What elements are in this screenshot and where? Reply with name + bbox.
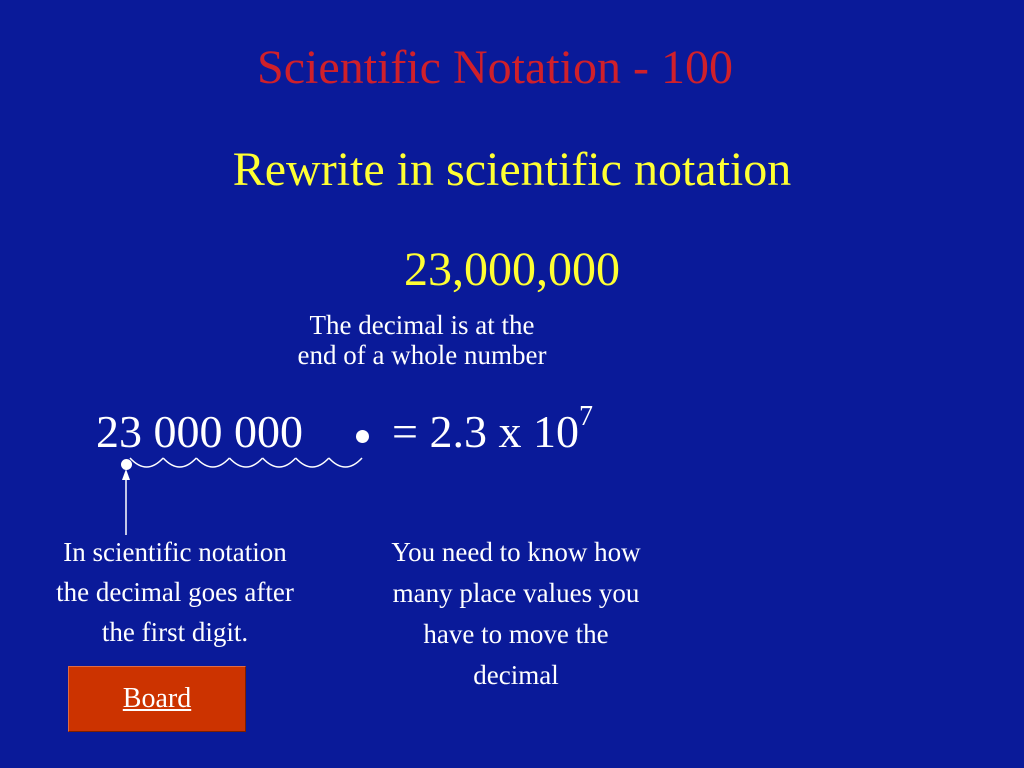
decimal-position-note-line-1: The decimal is at the: [309, 310, 535, 340]
place-values-note-line-4: decimal: [473, 660, 559, 690]
decimal-position-note-line-2: end of a whole number: [297, 340, 547, 370]
decimal-placement-note-line-1: In scientific notation: [63, 537, 287, 567]
new-decimal-point: [121, 459, 132, 470]
equation-base: = 2.3 x 10: [392, 406, 579, 457]
place-value-hop: [329, 458, 362, 467]
arrow-head: [122, 469, 130, 480]
question-prompt: Rewrite in scientific notation: [232, 143, 792, 196]
original-digits: 23 000 000: [96, 406, 303, 457]
place-values-note-line-3: have to move the: [423, 619, 609, 649]
question-number: 23,000,000: [404, 243, 620, 296]
place-values-note: [352, 532, 680, 696]
scientific-notation-result: [392, 401, 593, 460]
original-decimal-point: [356, 430, 369, 443]
decimal-placement-note-line-2: the decimal goes after: [56, 577, 294, 607]
decimal-placement-note: [18, 532, 332, 652]
board-button[interactable]: [68, 666, 246, 732]
place-values-note-line-1: You need to know how: [391, 537, 641, 567]
decimal-position-note: [240, 310, 604, 370]
slide-title: Scientific Notation - 100: [257, 41, 733, 94]
place-values-note-line-2: many place values you: [392, 578, 640, 608]
equation-exponent: 7: [578, 401, 593, 432]
decimal-placement-note-line-3: the first digit.: [101, 617, 249, 647]
board-link[interactable]: Board: [122, 683, 192, 714]
